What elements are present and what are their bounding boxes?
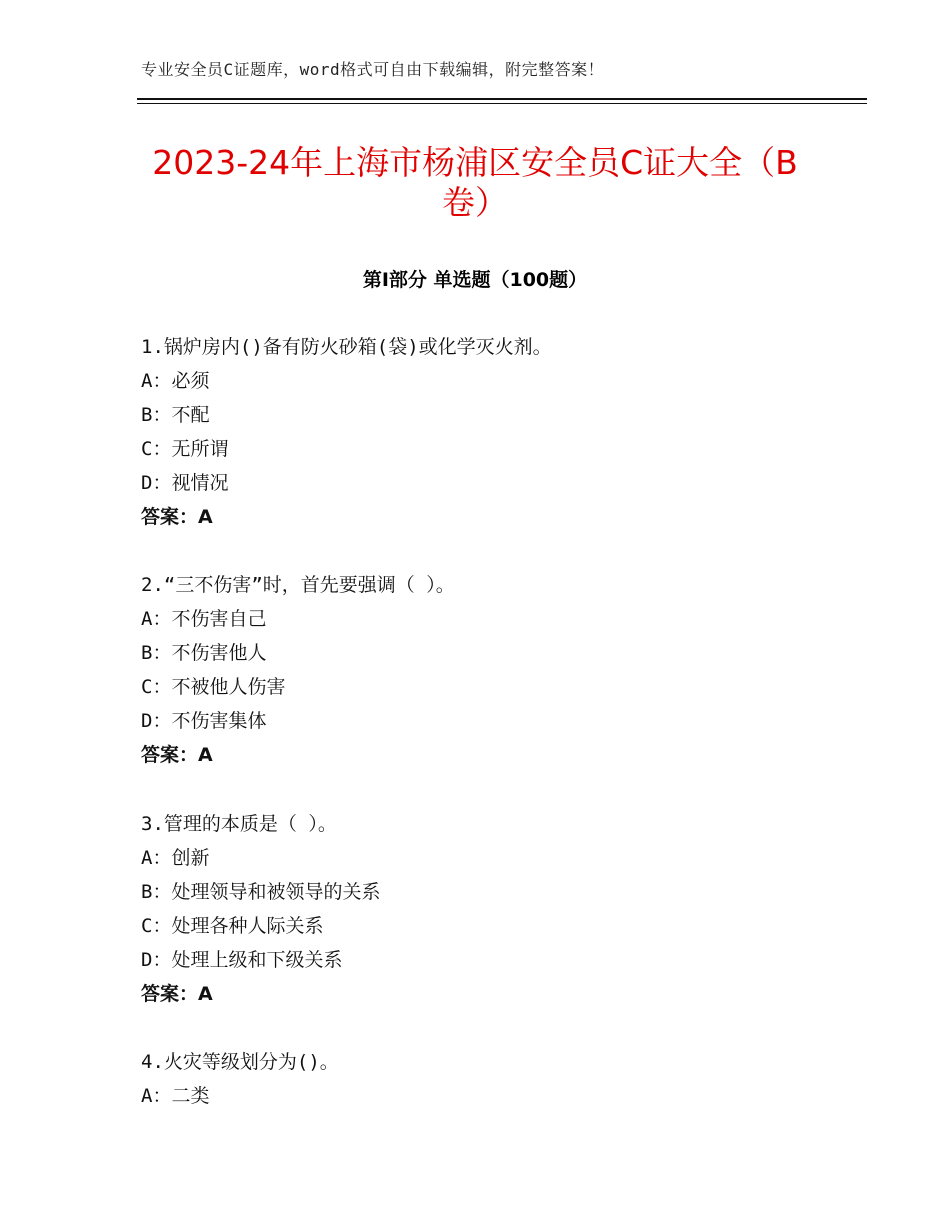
section-heading: 第Ⅰ部分 单选题（100题）	[362, 269, 588, 291]
document-title	[120, 143, 830, 223]
answer: 答案：A	[141, 506, 213, 528]
option-c: C：无所谓	[141, 438, 229, 460]
question-stem: 4.火灾等级划分为()。	[141, 1051, 339, 1073]
answer: 答案：A	[141, 744, 213, 766]
header-rule-thin	[137, 103, 867, 104]
question-stem: 3.管理的本质是（ ）。	[141, 813, 337, 835]
option-d: D：处理上级和下级关系	[141, 949, 343, 971]
answer: 答案：A	[141, 983, 213, 1005]
option-d: D：不伤害集体	[141, 710, 267, 732]
option-b: B：处理领导和被领导的关系	[141, 881, 381, 903]
question-1	[141, 330, 552, 534]
option-b: B：不伤害他人	[141, 642, 267, 664]
question-stem: 2.“三不伤害”时，首先要强调（ ）。	[141, 574, 455, 596]
question-4	[141, 1045, 339, 1113]
option-c: C：处理各种人际关系	[141, 915, 324, 937]
option-c: C：不被他人伤害	[141, 676, 286, 698]
option-a: A：创新	[141, 847, 210, 869]
title-line-1: 2023-24年上海市杨浦区安全员C证大全（B	[152, 143, 798, 182]
option-b: B：不配	[141, 404, 210, 426]
question-2	[141, 568, 455, 772]
page-header: 专业安全员C证题库，word格式可自由下载编辑，附完整答案！	[141, 60, 605, 79]
option-a: A：不伤害自己	[141, 608, 267, 630]
option-a: A：二类	[141, 1085, 210, 1107]
title-line-2: 卷）	[442, 183, 508, 222]
header-rule-thick	[137, 98, 867, 100]
option-d: D：视情况	[141, 472, 229, 494]
question-stem: 1.锅炉房内()备有防火砂箱(袋)或化学灭火剂。	[141, 336, 552, 358]
option-a: A：必须	[141, 370, 210, 392]
question-3	[141, 807, 380, 1011]
